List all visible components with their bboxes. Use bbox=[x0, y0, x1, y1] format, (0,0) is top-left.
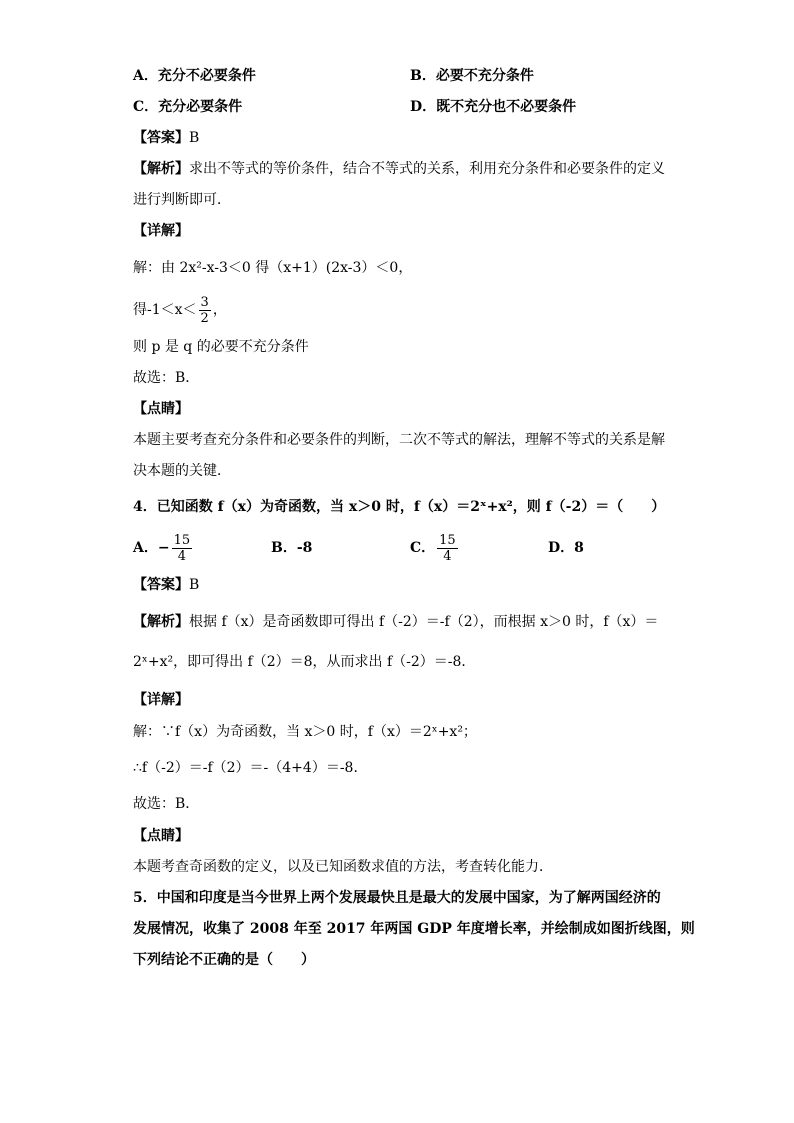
answer-tag: 【答案】 bbox=[133, 130, 189, 146]
q3-option-a: A．充分不必要条件 bbox=[133, 68, 256, 84]
fraction bbox=[172, 533, 193, 564]
q3-option-d: D．既不充分也不必要条件 bbox=[410, 99, 577, 115]
answer-value: B bbox=[189, 577, 200, 593]
detail-text: 得-1＜x＜ bbox=[133, 302, 197, 318]
q3-detail-line-2 bbox=[133, 290, 227, 330]
minus-sign: − bbox=[157, 540, 170, 556]
q4-detail-line-1: 解：∵f（x）为奇函数，当 x＞0 时，f（x）＝2ˣ+x²； bbox=[133, 724, 477, 740]
q3-analysis-line-2: 进行判断即可． bbox=[133, 192, 231, 208]
q3-option-b: B．必要不充分条件 bbox=[410, 68, 534, 84]
q3-detail-line-3: 则 p 是 q 的必要不充分条件 bbox=[133, 339, 309, 355]
q3-answer-line bbox=[133, 128, 199, 148]
q3-comment-line-1: 本题主要考查充分条件和必要条件的判断，二次不等式的解法，理解不等式的关系是解 bbox=[133, 432, 665, 448]
analysis-tag: 【解析】 bbox=[133, 614, 189, 630]
q4-comment-line-1: 本题考查奇函数的定义，以及已知函数求值的方法，考查转化能力． bbox=[133, 859, 553, 875]
answer-value: B bbox=[189, 130, 200, 146]
option-label: A． bbox=[133, 540, 158, 556]
q4-analysis-line bbox=[133, 612, 658, 632]
q4-option-d: D．8 bbox=[548, 540, 584, 556]
analysis-tag: 【解析】 bbox=[133, 161, 189, 177]
q3-detail-tag: 【详解】 bbox=[133, 223, 189, 239]
fraction-numerator: 3 bbox=[200, 294, 209, 310]
q4-answer-line bbox=[133, 575, 199, 595]
fraction-denominator: 4 bbox=[443, 548, 452, 564]
q4-option-b: B．-8 bbox=[271, 540, 313, 556]
fraction-denominator: 4 bbox=[177, 548, 187, 564]
fraction bbox=[437, 533, 458, 564]
detail-text-suffix: ， bbox=[212, 302, 227, 318]
q3-comment-line-2: 决本题的关键． bbox=[133, 463, 231, 479]
fraction-denominator: 2 bbox=[200, 310, 209, 326]
fraction bbox=[199, 295, 211, 326]
option-label: C． bbox=[410, 540, 436, 556]
fraction-numerator: 15 bbox=[439, 532, 456, 548]
answer-tag: 【答案】 bbox=[133, 577, 189, 593]
q3-comment-tag: 【点睛】 bbox=[133, 401, 189, 417]
q3-detail-line-1: 解：由 2x²-x-3＜0 得（x+1）(2x-3）＜0， bbox=[133, 260, 413, 276]
q5-stem-line-3: 下列结论不正确的是（ ） bbox=[133, 952, 315, 968]
q4-stem: 4．已知函数 f（x）为奇函数，当 x＞0 时，f（x）＝2ˣ+x²，则 f（-2）＝（ ） bbox=[133, 499, 666, 515]
q4-detail-tag: 【详解】 bbox=[133, 692, 189, 708]
analysis-text: 求出不等式的等价条件，结合不等式的关系，利用充分条件和必要条件的定义 bbox=[189, 161, 665, 177]
q4-analysis-line-2: 2ˣ+x²，即可得出 f（2）＝8，从而求出 f（-2）＝-8． bbox=[133, 654, 476, 670]
q3-option-c: C．充分必要条件 bbox=[133, 99, 243, 115]
q5-stem-line-1: 5．中国和印度是当今世界上两个发展最快且是最大的发展中国家，为了解两国经济的 bbox=[133, 890, 661, 906]
q4-option-c bbox=[410, 528, 460, 568]
q4-option-a bbox=[133, 528, 194, 568]
q3-analysis-line bbox=[133, 159, 665, 179]
q4-comment-tag: 【点睛】 bbox=[133, 828, 189, 844]
q4-detail-line-3: 故选：B． bbox=[133, 796, 200, 812]
q4-detail-line-2: ∴f（-2）＝-f（2）＝-（4+4）＝-8． bbox=[133, 760, 368, 776]
q5-stem-line-2: 发展情况，收集了 2008 年至 2017 年两国 GDP 年度增长率，并绘制成如图折线图，则 bbox=[133, 921, 695, 937]
fraction-numerator: 15 bbox=[173, 532, 191, 548]
analysis-text: 根据 f（x）是奇函数即可得出 f（-2）＝-f（2），而根据 x＞0 时，f（x）＝ bbox=[189, 614, 659, 630]
q3-detail-line-4: 故选：B． bbox=[133, 370, 200, 386]
